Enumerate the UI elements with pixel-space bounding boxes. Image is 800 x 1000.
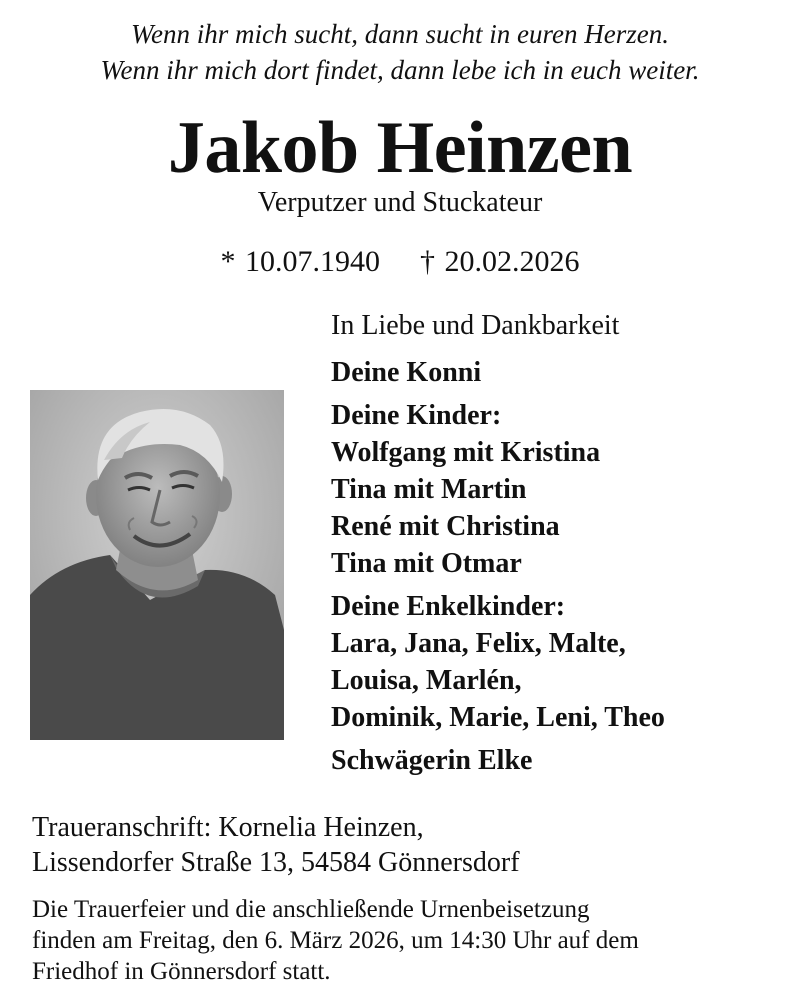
- partner-group: [331, 354, 791, 391]
- notice-line-1: Die Trauerfeier und die anschließende Urnenbeisetzung: [32, 896, 590, 923]
- mourners-block: [331, 308, 791, 785]
- mourning-address: [32, 810, 792, 880]
- sister-in-law: Schwägerin Elke: [331, 745, 533, 776]
- child-entry: Wolfgang mit Kristina: [331, 437, 601, 468]
- grandchildren-group: [331, 588, 791, 736]
- notice-line-3: Friedhof in Gönnersdorf statt.: [32, 958, 331, 985]
- quote-line-2: Wenn ihr mich dort findet, dann lebe ich in euch weiter.: [100, 55, 700, 85]
- children-group: [331, 397, 791, 582]
- child-entry: René mit Christina: [331, 511, 560, 542]
- children-heading: Deine Kinder:: [331, 400, 502, 431]
- address-line-2: Lissendorfer Straße 13, 54584 Gönnersdorf: [32, 847, 520, 878]
- portrait-photo: [30, 390, 284, 740]
- notice-line-2: finden am Freitag, den 6. März 2026, um 14:30 Uhr auf dem: [32, 927, 639, 954]
- partner-name: Deine Konni: [331, 357, 482, 388]
- address-line-1: Traueranschrift: Kornelia Heinzen,: [32, 812, 424, 843]
- mourners-lead: In Liebe und Dankbarkeit: [331, 310, 620, 341]
- grandchildren-line: Dominik, Marie, Leni, Theo: [331, 702, 665, 733]
- funeral-notice: [32, 894, 792, 987]
- sister-in-law-group: [331, 742, 791, 779]
- deceased-name: Jakob Heinzen: [167, 107, 633, 189]
- quote-line-1: Wenn ihr mich sucht, dann sucht in euren Herzen.: [131, 19, 669, 49]
- grandchildren-line: Lara, Jana, Felix, Malte,: [331, 628, 626, 659]
- birth-date: * 10.07.1940: [220, 245, 380, 278]
- child-entry: Tina mit Otmar: [331, 548, 522, 579]
- deceased-profession: Verputzer und Stuckateur: [257, 187, 543, 218]
- child-entry: Tina mit Martin: [331, 474, 527, 505]
- grandchildren-line: Louisa, Marlén,: [331, 665, 522, 696]
- grandchildren-heading: Deine Enkelkinder:: [331, 591, 566, 622]
- death-date: † 20.02.2026: [420, 245, 580, 278]
- life-dates: [0, 244, 800, 280]
